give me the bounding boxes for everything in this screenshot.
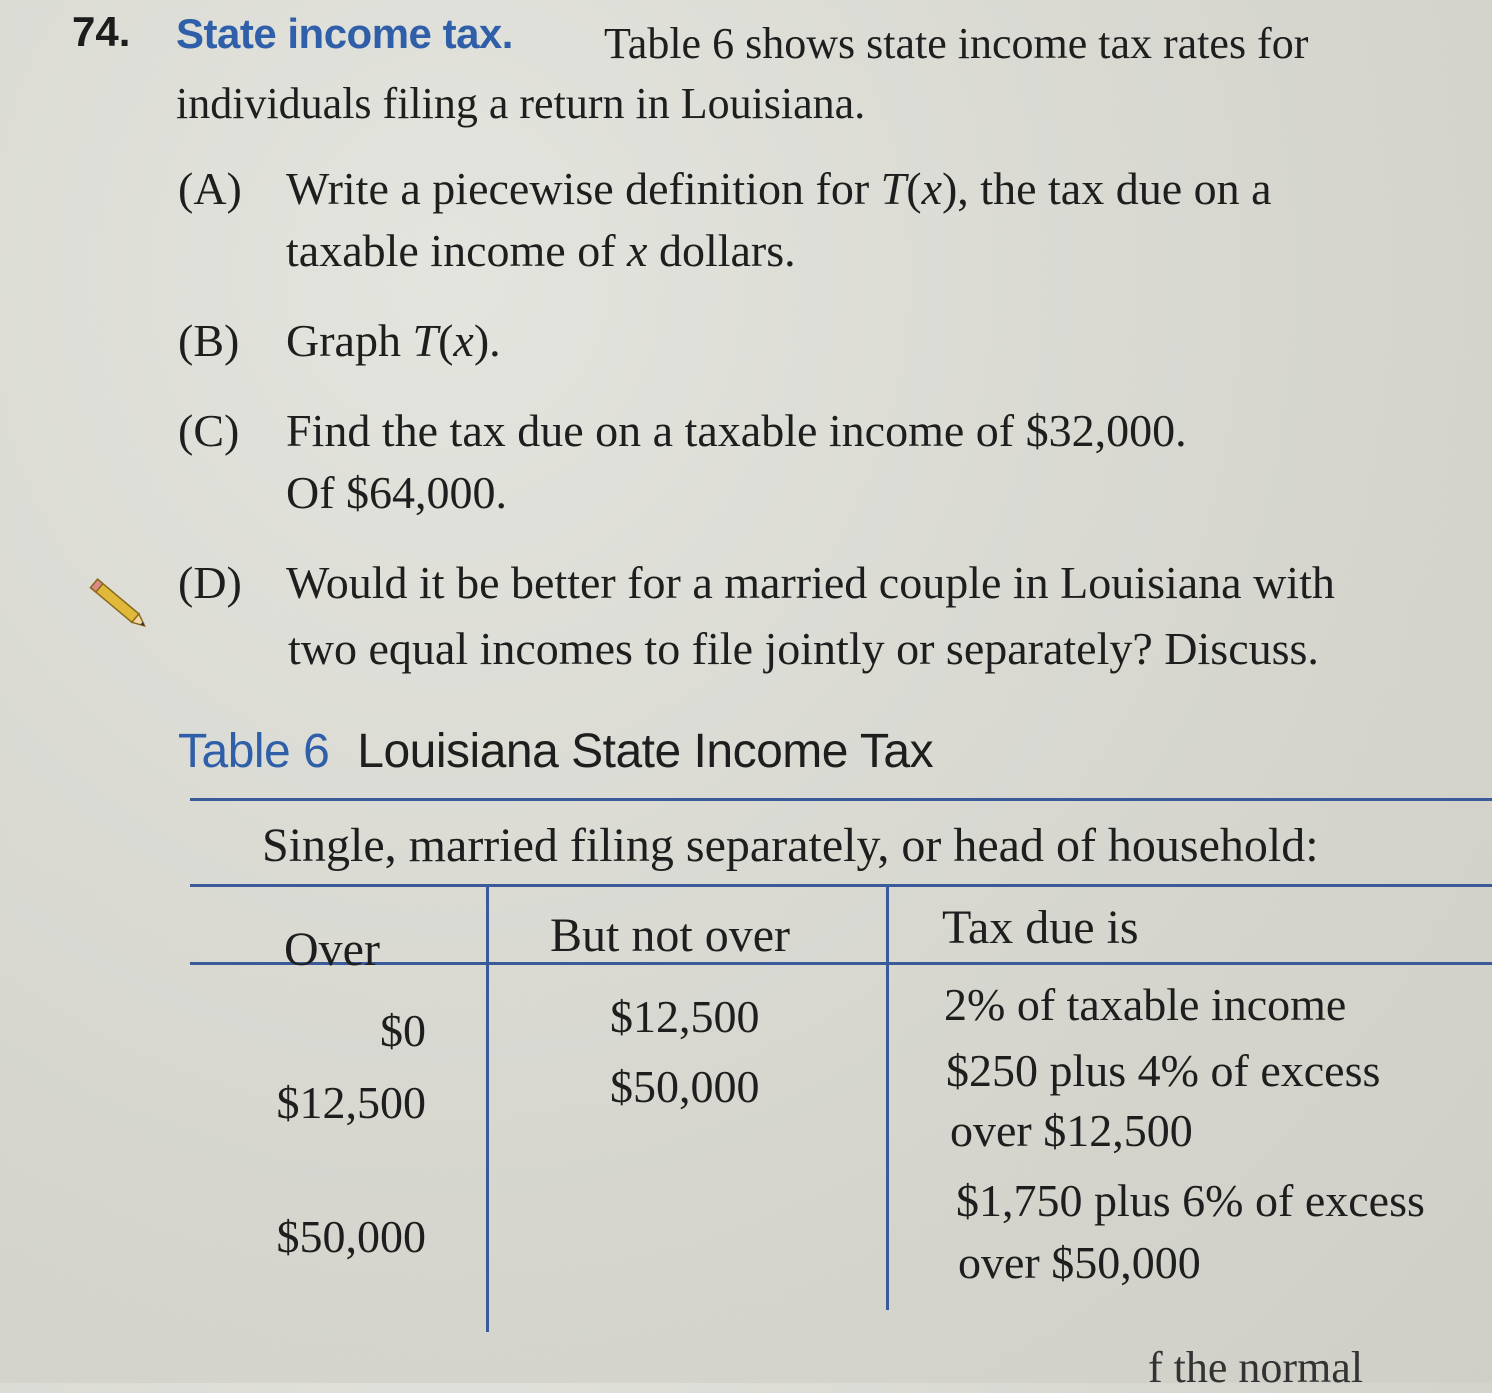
- header-but-not-over: But not over: [550, 909, 790, 962]
- cut-off-text: f the normal: [1148, 1343, 1364, 1392]
- table-caption-title: Louisiana State Income Tax: [357, 725, 934, 778]
- part-d-line-1: [178, 556, 1335, 609]
- part-d-letter: (D): [178, 557, 242, 608]
- header-top-rule: [190, 884, 1492, 887]
- row-2-over: $12,500: [276, 1077, 426, 1128]
- part-a-letter: (A): [178, 163, 242, 214]
- part-b-line: [178, 314, 501, 367]
- row-3-tax-line-2: over $50,000: [958, 1237, 1201, 1288]
- header-tax-due: Tax due is: [942, 901, 1139, 954]
- table-caption-label: Table 6: [178, 725, 330, 778]
- part-b-end: ).: [473, 315, 501, 366]
- table-top-rule: [190, 798, 1492, 801]
- column-divider-2: [886, 886, 889, 1310]
- row-2-not-over: $50,000: [610, 1061, 760, 1112]
- column-divider-1: [486, 886, 489, 1332]
- part-b-text: Graph: [286, 315, 413, 366]
- part-b-function: T: [412, 315, 439, 366]
- part-b-variable: x: [453, 315, 474, 366]
- part-a-line-2-text: taxable income of: [286, 225, 628, 276]
- part-a-paren: (: [906, 163, 922, 214]
- problem-intro-line-2: individuals filing a return in Louisiana.: [176, 79, 866, 128]
- part-c-line-2: Of $64,000.: [286, 467, 508, 518]
- part-a-text-end: ), the tax due on a: [941, 163, 1272, 214]
- part-a-text: Write a piecewise definition for: [286, 163, 881, 214]
- part-a-line-1: [178, 162, 1272, 215]
- table-caption: [178, 724, 933, 779]
- part-a-function: T: [880, 163, 907, 214]
- part-c-letter: (C): [178, 405, 240, 456]
- row-2-tax-line-2: over $12,500: [950, 1105, 1193, 1156]
- part-a-line-2-end: dollars.: [647, 225, 796, 276]
- row-1-over: $0: [380, 1005, 426, 1056]
- part-d-line-2: two equal incomes to file jointly or separately? Discuss.: [288, 623, 1319, 674]
- pencil-icon: [84, 570, 154, 640]
- part-d-text: Would it be better for a married couple in Louisiana with: [286, 557, 1335, 608]
- part-c-line-1: [178, 404, 1187, 457]
- part-a-variable: x: [921, 163, 942, 214]
- header-bottom-rule: [190, 962, 1492, 965]
- header-over: Over: [284, 923, 380, 976]
- part-b-letter: (B): [178, 315, 240, 366]
- part-a-line-2: [286, 224, 796, 277]
- table-subtitle: Single, married filing separately, or head of household:: [262, 819, 1319, 872]
- part-b-paren: (: [438, 315, 454, 366]
- row-1-tax: 2% of taxable income: [944, 979, 1347, 1030]
- row-3-over: $50,000: [276, 1211, 426, 1262]
- problem-number: 74.: [72, 8, 131, 55]
- row-3-tax-line-1: $1,750 plus 6% of excess: [956, 1175, 1425, 1226]
- part-a-line-2-variable: x: [627, 225, 648, 276]
- part-c-text: Find the tax due on a taxable income of $32,000.: [286, 405, 1187, 456]
- row-2-tax-line-1: $250 plus 4% of excess: [946, 1045, 1381, 1096]
- problem-intro-line-1: Table 6 shows state income tax rates for: [604, 19, 1309, 68]
- problem-title: State income tax.: [176, 10, 513, 57]
- row-1-not-over: $12,500: [610, 991, 760, 1042]
